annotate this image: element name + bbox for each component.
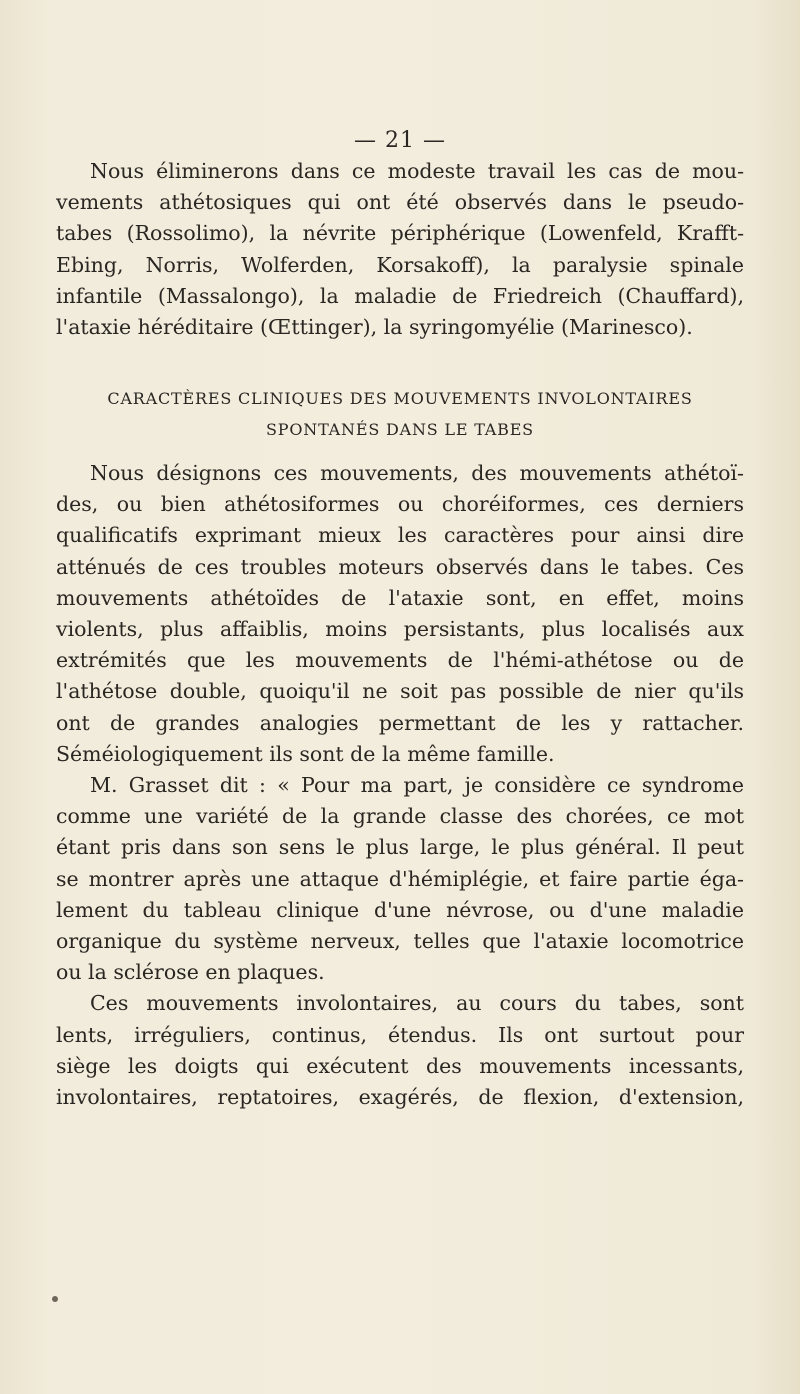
paragraph-exclusions [56,156,744,343]
text-line: se montrer après une attaque d'hémiplégie, et faire partie éga- [56,866,744,891]
text-line: siège les doigts qui exécutent des mouvements incessants, [56,1053,744,1078]
text-line: qualificatifs exprimant mieux les caractères pour ainsi dire [56,523,744,548]
text-line: Nous éliminerons dans ce modeste travail les cas de mou- [90,159,744,183]
text-line: ont de grandes analogies permettant de les y rattacher. [56,710,744,735]
text-line: M. Grasset dit : « Pour ma part, je considère ce syndrome [90,773,744,798]
text-line: organique du système nerveux, telles que l'ataxie locomotrice [56,929,744,954]
text-line: l'ataxie héréditaire (Œttinger), la syringomyélie (Marinesco). [56,315,693,340]
text-line: mouvements athétoïdes de l'ataxie sont, en effet, moins [56,585,744,610]
text-line: atténués de ces troubles moteurs observés dans le tabes. Ces [56,554,744,579]
text-line: tabes (Rossolimo), la névrite périphérique (Lowenfeld, Krafft- [56,221,744,246]
text-line: violents, plus affaiblis, moins persistants, plus localisés aux [56,617,744,642]
text-line: vements athétosiques qui ont été observés dans le pseudo- [56,190,744,215]
section-heading [56,383,744,445]
heading-line: CARACTÈRES CLINIQUES DES MOUVEMENTS INVOLONTAIRES [107,389,693,408]
ink-dot [52,1296,58,1302]
text-line: Séméiologiquement ils sont de la même famille. [56,741,555,766]
text-line: involontaires, reptatoires, exagérés, de flexion, d'extension, [56,1085,744,1110]
text-line: l'athétose double, quoiqu'il ne soit pas possible de nier qu'ils [56,679,744,704]
text-line: des, ou bien athétosiformes ou choréiformes, ces derniers [56,492,744,517]
body-text [56,458,744,1113]
text-line: lement du tableau clinique d'une névrose, ou d'une maladie [56,897,744,922]
text-line: Nous désignons ces mouvements, des mouvements athétoï- [90,461,744,485]
heading-line: SPONTANÉS DANS LE TABES [266,420,534,439]
text-line: ou la sclérose en plaques. [56,960,325,985]
text-line: comme une variété de la grande classe des chorées, ce mot [56,804,744,829]
text-line: étant pris dans son sens le plus large, le plus général. Il peut [56,835,744,860]
text-line: Ebing, Norris, Wolferden, Korsakoff), la paralysie spinale [56,252,744,277]
text-line: infantile (Massalongo), la maladie de Friedreich (Chauffard), [56,283,744,308]
page-number: — 21 — [354,128,446,153]
text-line: extrémités que les mouvements de l'hémi-athétose ou de [56,648,744,673]
text-line: Ces mouvements involontaires, au cours du tabes, sont [90,991,744,1016]
text-line: lents, irréguliers, continus, étendus. Ils ont surtout pour [56,1022,744,1047]
